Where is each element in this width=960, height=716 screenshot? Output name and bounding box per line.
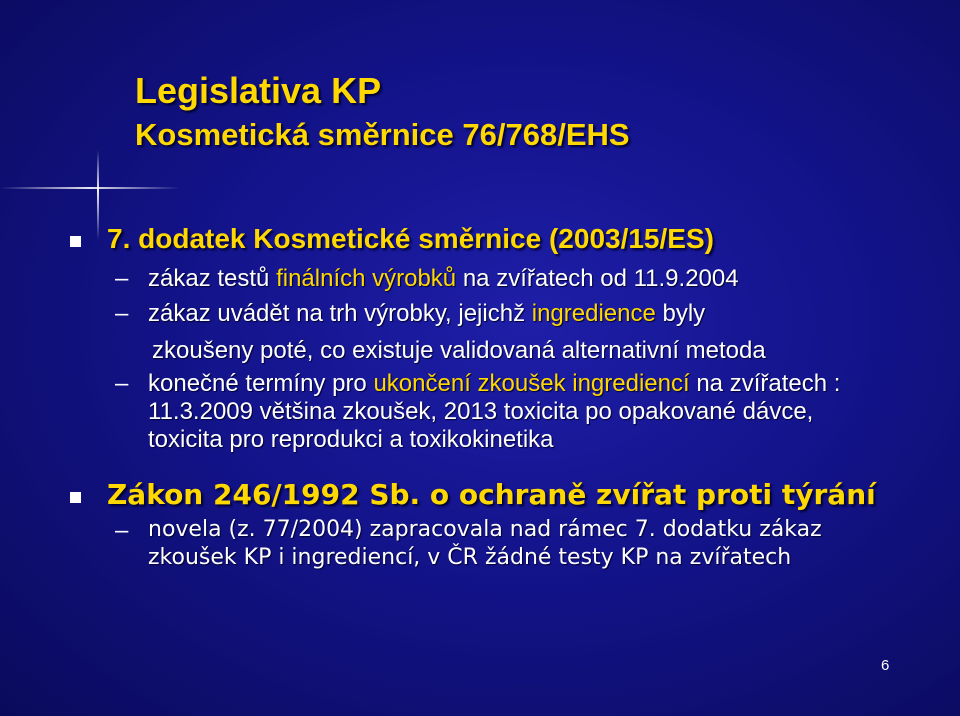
page-number: 6 — [881, 657, 890, 674]
slide-subtitle: Kosmetická směrnice 76/768/EHS — [135, 117, 630, 152]
dash-icon: – — [115, 265, 129, 292]
sub-item-2-text-a: zákaz uvádět na trh výrobky, jejichž — [148, 300, 532, 327]
sub-item-3-continuation: 11.3.2009 většina zkoušek, 2013 toxicita po opakované dávce, — [148, 398, 814, 425]
sub-item-4: novela (z. 77/2004) zapracovala nad rámec 7. dodatku zákaz — [148, 517, 822, 542]
sub-item-1-text-b: na zvířatech od 11.9.2004 — [456, 265, 739, 292]
bullet-1-text: 7. dodatek Kosmetické směrnice (2003/15/ES) — [107, 223, 714, 254]
sub-item-1 — [148, 265, 739, 293]
sub-item-4-continuation: zkoušek KP i ingrediencí, v ČR žádné testy KP na zvířatech — [148, 545, 792, 570]
slide-title: Legislativa KP — [135, 70, 382, 111]
dash-icon: – — [115, 517, 129, 544]
dash-icon: – — [115, 370, 129, 397]
sub-item-3-text-b: na zvířatech : — [689, 370, 841, 397]
sub-item-3-highlight: ukončení zkoušek ingrediencí — [373, 370, 690, 397]
bullet-2-text: Zákon 246/1992 Sb. o ochraně zvířat proti týrání — [107, 478, 876, 511]
sub-item-2-continuation: zkoušeny poté, co existuje validovaná alternativní metoda — [152, 337, 766, 364]
sub-item-3 — [148, 370, 840, 398]
sub-item-3-continuation-2: toxicita pro reprodukci a toxikokinetika — [148, 426, 554, 453]
decorative-cross-horizontal — [0, 187, 180, 189]
sub-item-2 — [148, 300, 705, 328]
decorative-cross-vertical — [97, 150, 99, 240]
square-bullet-icon — [70, 236, 81, 247]
dash-icon: – — [115, 300, 129, 327]
sub-item-3-text-a: konečné termíny pro — [148, 370, 374, 397]
sub-item-2-highlight: ingredience — [531, 300, 656, 327]
sub-item-2-text-b: byly — [655, 300, 706, 327]
square-bullet-icon — [70, 492, 81, 503]
sub-item-1-highlight: finálních výrobků — [276, 265, 457, 292]
sub-item-1-text-a: zákaz testů — [148, 265, 277, 292]
